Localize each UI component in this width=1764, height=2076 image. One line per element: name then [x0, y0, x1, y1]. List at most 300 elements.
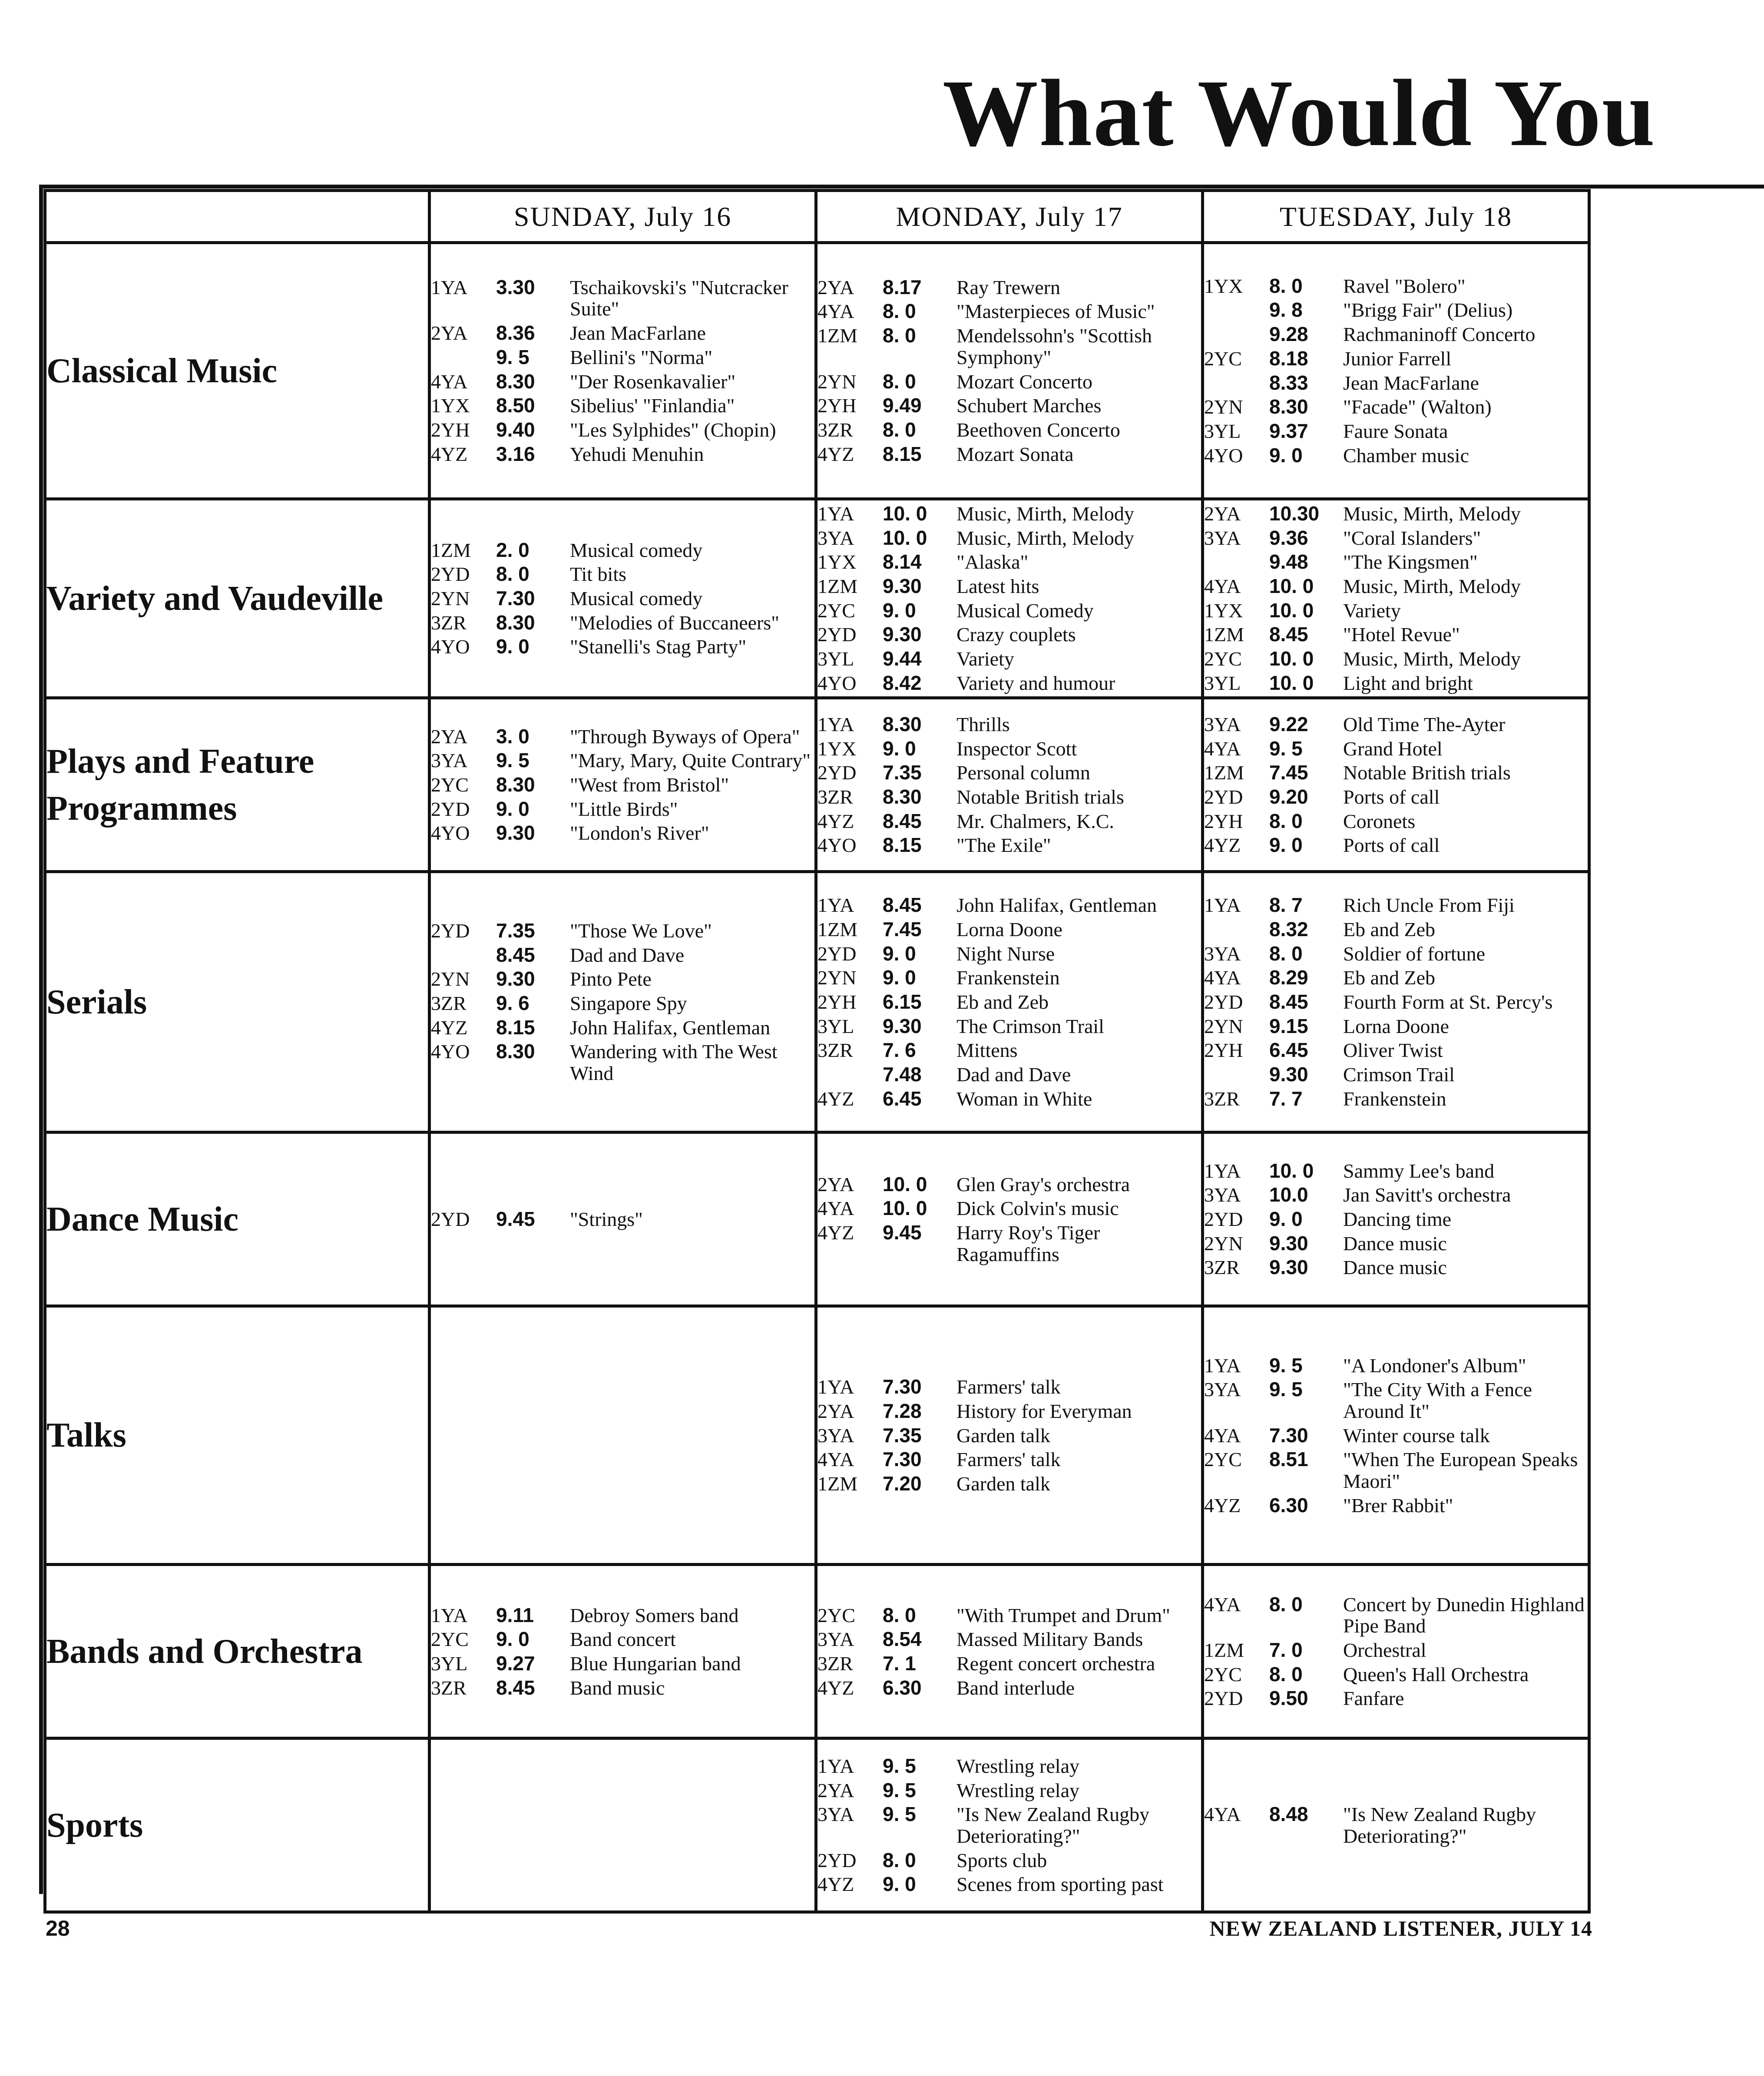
listing-entry [817, 624, 1201, 646]
listing-entry [817, 894, 1201, 916]
programme-title: Mr. Chalmers, K.C. [956, 810, 1114, 832]
station-code: 1YX [1204, 599, 1243, 622]
programme-title: Harry Roy's Tiger Ragamuffins [956, 1221, 1100, 1265]
broadcast-time: 8. 0 [883, 1848, 916, 1871]
station-code: 4YA [817, 1197, 854, 1220]
programme-title: "Masterpieces of Music" [956, 300, 1155, 323]
station-code: 3YA [1204, 713, 1241, 735]
listing-entry [1204, 1664, 1588, 1685]
programme-title: Yehudi Menuhin [570, 443, 704, 465]
schedule-cell-sunday [430, 1738, 816, 1912]
listing-entry [817, 1425, 1201, 1447]
schedule-cell-sunday [430, 1132, 816, 1306]
listing-entry [431, 1653, 814, 1675]
corner-cell [45, 191, 430, 243]
listing-entry [817, 1605, 1201, 1626]
programme-title: The Crimson Trail [956, 1015, 1104, 1037]
broadcast-time: 9.40 [496, 418, 535, 441]
broadcast-time: 7.48 [883, 1063, 922, 1086]
programme-title: Junior Farrell [1343, 347, 1452, 370]
broadcast-time: 8.45 [883, 809, 922, 832]
category-label: Classical Music [45, 243, 430, 499]
cut-off-cell [1589, 698, 1764, 872]
station-code: 1YA [431, 1604, 468, 1626]
broadcast-time: 9. 0 [496, 1628, 530, 1651]
programme-title: "With Trumpet and Drum" [956, 1604, 1170, 1626]
station-code: 1YA [1204, 1159, 1241, 1182]
listing-entry [1204, 1088, 1588, 1110]
broadcast-time: 7.45 [883, 918, 922, 941]
programme-title: Scenes from sporting past [956, 1873, 1164, 1896]
listing-entry [431, 1629, 814, 1650]
programme-title: Wrestling relay [956, 1755, 1079, 1777]
broadcast-time: 9.30 [496, 821, 535, 844]
programme-title: "Der Rosenkavalier" [570, 370, 736, 393]
programme-title: Glen Gray's orchestra [956, 1173, 1130, 1195]
programme-title: Jean MacFarlane [570, 322, 706, 344]
broadcast-time: 7.35 [883, 761, 922, 784]
station-code: 2YH [1204, 810, 1243, 832]
cut-off-cell [1589, 1738, 1764, 1912]
schedule-cell-sunday [430, 872, 816, 1132]
programme-title: Grand Hotel [1343, 737, 1443, 760]
programme-title: Jan Savitt's orchestra [1343, 1184, 1511, 1206]
listing-entry [817, 395, 1201, 417]
programme-title: Sammy Lee's band [1343, 1159, 1495, 1182]
schedule-cell-monday [816, 243, 1203, 499]
broadcast-time: 9.30 [1269, 1063, 1308, 1086]
broadcast-time: 9.30 [883, 623, 922, 646]
station-code: 2YD [817, 1849, 857, 1871]
programme-title: Crazy couplets [956, 623, 1076, 646]
broadcast-time: 9. 0 [883, 737, 916, 760]
broadcast-time: 9. 5 [883, 1803, 916, 1826]
programme-title: Concert by Dunedin Highland Pipe Band [1343, 1593, 1585, 1637]
listing-entry [1204, 1379, 1588, 1422]
programme-title: Coronets [1343, 810, 1416, 832]
programme-title: Light and bright [1343, 672, 1473, 694]
cut-off-cell [1589, 1565, 1764, 1738]
station-code: 2YN [817, 370, 857, 393]
programme-title: Blue Hungarian band [570, 1652, 741, 1675]
broadcast-time: 6.15 [883, 990, 922, 1013]
broadcast-time: 8.15 [883, 442, 922, 465]
broadcast-time: 8. 0 [883, 418, 916, 441]
programme-title: Massed Military Bands [956, 1628, 1143, 1651]
category-label: Bands and Orchestra [45, 1565, 430, 1738]
station-code: 2YN [1204, 1015, 1243, 1037]
programme-title: Regent concert orchestra [956, 1652, 1155, 1675]
programme-title: Night Nurse [956, 942, 1055, 965]
listing-entry [431, 993, 814, 1014]
listing-entry [1204, 324, 1588, 345]
listing-entry [1204, 967, 1588, 989]
station-code: 1YA [817, 894, 854, 917]
listing-entry [1204, 1016, 1588, 1037]
cut-off-cell [1589, 1132, 1764, 1306]
broadcast-time: 8. 0 [883, 370, 916, 393]
programme-title: "Les Sylphides" (Chopin) [570, 418, 776, 441]
broadcast-time: 7.30 [883, 1448, 922, 1471]
programme-title: Variety [956, 648, 1014, 670]
station-code: 3YA [1204, 526, 1241, 549]
category-row [45, 1565, 1764, 1738]
listing-entry [817, 1449, 1201, 1470]
programme-title: Band concert [570, 1628, 676, 1651]
programme-title: Variety and humour [956, 672, 1115, 694]
programme-title: Sibelius' "Finlandia" [570, 394, 735, 417]
programme-title: Beethoven Concerto [956, 418, 1120, 441]
station-code: 1YA [431, 276, 468, 298]
station-code: 2YN [817, 967, 857, 989]
broadcast-time: 9. 5 [1269, 1378, 1303, 1401]
programme-title: Musical Comedy [956, 599, 1094, 622]
broadcast-time: 9. 0 [496, 635, 530, 658]
station-code: 4YO [817, 672, 857, 694]
station-code: 2YA [817, 1173, 854, 1195]
listing-entry [1204, 738, 1588, 760]
listing-entry [431, 371, 814, 393]
schedule-cell-monday [816, 1306, 1203, 1565]
listing-entry [817, 371, 1201, 393]
listing-entry [1204, 672, 1588, 694]
listing-entry [817, 1064, 1201, 1086]
programme-title: Winter course talk [1343, 1424, 1490, 1447]
programme-title: "Strings" [570, 1208, 643, 1231]
programme-title: Rachmaninoff Concerto [1343, 323, 1536, 346]
schedule-cell-sunday [430, 1306, 816, 1565]
schedule-cell-monday [816, 1738, 1203, 1912]
schedule-cell-monday [816, 698, 1203, 872]
broadcast-time: 8.42 [883, 671, 922, 694]
station-code: 4YZ [1204, 1494, 1241, 1516]
station-code: 1YA [1204, 1354, 1241, 1377]
broadcast-time: 9. 5 [883, 1754, 916, 1777]
programme-title: Fanfare [1343, 1687, 1404, 1710]
listing-entry [817, 1874, 1201, 1895]
programme-title: Dad and Dave [956, 1063, 1071, 1086]
programme-title: Debroy Somers band [570, 1604, 739, 1626]
station-code: 2YC [1204, 1448, 1242, 1471]
listing-entry [817, 325, 1201, 368]
listing-entry [1204, 348, 1588, 370]
programme-title: History for Everyman [956, 1400, 1132, 1422]
station-code: 4YA [1204, 575, 1241, 598]
station-code: 3YA [1204, 942, 1241, 965]
listing-entry [817, 419, 1201, 441]
listing-entry [431, 612, 814, 634]
listing-entry [431, 636, 814, 658]
broadcast-time: 10. 0 [883, 1172, 927, 1195]
broadcast-time: 9.20 [1269, 785, 1308, 808]
programme-title: Singapore Spy [570, 992, 687, 1015]
programme-title: Crimson Trail [1343, 1063, 1455, 1086]
station-code: 4YO [431, 636, 470, 658]
listing-entry [1204, 1804, 1588, 1847]
listing-entry [431, 944, 814, 966]
station-code: 2YH [431, 418, 470, 441]
station-code: 4YO [431, 822, 470, 844]
programme-title: Ports of call [1343, 785, 1440, 808]
station-code: 2YD [817, 762, 857, 784]
broadcast-time: 9. 0 [496, 797, 530, 820]
listing-entry [817, 1629, 1201, 1650]
programme-title: Old Time The-Ayter [1343, 713, 1506, 735]
station-code: 2YA [431, 322, 468, 344]
listing-entry [817, 834, 1201, 856]
broadcast-time: 8.51 [1269, 1448, 1308, 1471]
listing-entry [817, 1653, 1201, 1675]
listing-entry [1204, 396, 1588, 418]
station-code: 2YD [431, 563, 470, 586]
listing-entry [1204, 919, 1588, 940]
listing-entry [817, 1850, 1201, 1871]
broadcast-time: 9. 0 [1269, 834, 1303, 857]
broadcast-time: 8. 0 [496, 563, 530, 586]
station-code: 4YZ [817, 1221, 854, 1244]
listing-entry [817, 576, 1201, 597]
broadcast-time: 8. 0 [883, 324, 916, 347]
listing-entry [1204, 762, 1588, 784]
programme-title: Oliver Twist [1343, 1039, 1443, 1062]
programme-grid [43, 189, 1764, 1914]
station-code: 2YA [817, 1400, 854, 1422]
listing-entry [817, 277, 1201, 298]
broadcast-time: 3. 0 [496, 725, 530, 748]
station-code: 1ZM [817, 918, 857, 941]
broadcast-time: 8.45 [496, 943, 535, 966]
station-code: 2YN [1204, 396, 1243, 418]
programme-title: Garden talk [956, 1472, 1050, 1495]
station-code: 3YA [431, 749, 468, 772]
broadcast-time: 8.30 [496, 370, 535, 393]
listing-entry [431, 588, 814, 609]
broadcast-time: 8. 0 [883, 1603, 916, 1626]
programme-title: "Coral Islanders" [1343, 526, 1481, 549]
schedule-cell-monday [816, 1132, 1203, 1306]
day-header-monday: MONDAY, July 17 [816, 191, 1203, 243]
listing-entry [431, 322, 814, 344]
station-code: 3YA [1204, 1184, 1241, 1206]
listing-entry [1204, 1425, 1588, 1447]
station-code: 2YH [817, 394, 857, 417]
programme-title: Wrestling relay [956, 1779, 1079, 1801]
listing-entry [817, 1198, 1201, 1219]
station-code: 2YD [431, 1208, 470, 1231]
station-code: 4YA [1204, 1424, 1241, 1447]
programme-title: Musical comedy [570, 587, 703, 609]
broadcast-time: 8.15 [883, 834, 922, 857]
station-code: 3YL [1204, 672, 1241, 694]
listing-entry [1204, 1257, 1588, 1278]
programme-title: Dance music [1343, 1232, 1447, 1255]
listing-entry [817, 301, 1201, 322]
broadcast-time: 9. 5 [883, 1778, 916, 1801]
cut-off-cell [1589, 1306, 1764, 1565]
listing-entry [1204, 786, 1588, 808]
station-code: 2YD [1204, 991, 1243, 1013]
broadcast-time: 8.14 [883, 550, 922, 573]
schedule-cell-sunday [430, 499, 816, 698]
station-code: 1YA [817, 1376, 854, 1398]
category-row [45, 872, 1764, 1132]
programme-title: Lorna Doone [1343, 1015, 1449, 1037]
station-code: 2YC [1204, 648, 1242, 670]
programme-title: "London's River" [570, 822, 709, 844]
listing-entry [817, 1174, 1201, 1195]
station-code: 4YZ [817, 1087, 854, 1110]
listing-entry [1204, 624, 1588, 646]
schedule-cell-monday [816, 872, 1203, 1132]
category-label: Plays and Feature Programmes [45, 698, 430, 872]
station-code: 4YO [431, 1040, 470, 1063]
broadcast-time: 7.30 [883, 1375, 922, 1398]
listing-entry [1204, 576, 1588, 597]
station-code: 1ZM [1204, 623, 1244, 646]
programme-title: Ravel "Bolero" [1343, 275, 1466, 297]
broadcast-time: 9.45 [883, 1221, 922, 1244]
listing-entry [817, 714, 1201, 735]
broadcast-time: 8.32 [1269, 918, 1308, 941]
broadcast-time: 9. 5 [496, 749, 530, 772]
category-row [45, 698, 1764, 872]
broadcast-time: 8.30 [883, 785, 922, 808]
listing-entry [431, 798, 814, 820]
station-code: 3YL [817, 1015, 854, 1037]
programme-title: Tschaikovski's "Nutcracker Suite" [570, 276, 788, 320]
broadcast-time: 10. 0 [1269, 671, 1314, 694]
broadcast-time: 9. 0 [1269, 1208, 1303, 1231]
station-code: 3ZR [431, 611, 467, 634]
programme-title: Musical comedy [570, 539, 703, 561]
programme-title: Music, Mirth, Melody [956, 503, 1134, 525]
publication-footer: NEW ZEALAND LISTENER, JULY 14 [1209, 1916, 1592, 1940]
listing-entry [817, 967, 1201, 989]
broadcast-time: 10. 0 [883, 502, 927, 525]
listing-entry [817, 786, 1201, 808]
broadcast-time: 7.20 [883, 1472, 922, 1495]
listing-entry [817, 1016, 1201, 1037]
broadcast-time: 8.30 [496, 611, 535, 634]
station-code: 4YZ [817, 443, 854, 465]
broadcast-time: 8.30 [496, 773, 535, 796]
station-code: 3ZR [817, 418, 853, 441]
programme-title: "A Londoner's Album" [1343, 1354, 1526, 1377]
station-code: 2YD [817, 623, 857, 646]
broadcast-time: 9.48 [1269, 550, 1308, 573]
listing-entry [1204, 834, 1588, 856]
station-code: 2YA [1204, 503, 1241, 525]
broadcast-time: 3.16 [496, 442, 535, 465]
category-label: Serials [45, 872, 430, 1132]
station-code: 3YA [1204, 1378, 1241, 1401]
listing-entry [1204, 1495, 1588, 1516]
category-row [45, 1738, 1764, 1912]
broadcast-time: 8.29 [1269, 966, 1308, 989]
station-code: 3YL [1204, 420, 1241, 442]
broadcast-time: 7. 0 [1269, 1639, 1303, 1662]
programme-title: "The City With a Fence Around It" [1343, 1378, 1532, 1422]
programme-title: Music, Mirth, Melody [956, 526, 1134, 549]
broadcast-time: 10. 0 [1269, 647, 1314, 670]
broadcast-time: 9.49 [883, 394, 922, 417]
broadcast-time: 8.45 [496, 1676, 535, 1699]
programme-title: Music, Mirth, Melody [1343, 648, 1521, 670]
programme-title: Faure Sonata [1343, 420, 1448, 442]
programme-title: Band interlude [956, 1676, 1075, 1699]
broadcast-time: 8. 0 [883, 300, 916, 323]
listing-entry [1204, 1233, 1588, 1255]
listing-entry [1204, 991, 1588, 1013]
broadcast-time: 8. 0 [1269, 809, 1303, 832]
broadcast-time: 8.33 [1269, 371, 1308, 394]
broadcast-time: 7.30 [1269, 1424, 1308, 1447]
listing-entry [1204, 811, 1588, 832]
station-code: 4YA [1204, 1803, 1241, 1826]
category-row [45, 1132, 1764, 1306]
programme-title: Personal column [956, 762, 1090, 784]
broadcast-time: 9.50 [1269, 1687, 1308, 1710]
station-code: 1YX [431, 394, 470, 417]
programme-title: Orchestral [1343, 1639, 1426, 1662]
broadcast-time: 10. 0 [1269, 599, 1314, 622]
listing-entry [1204, 299, 1588, 321]
station-code: 3YL [431, 1652, 468, 1675]
listing-entry [817, 1040, 1201, 1061]
broadcast-time: 8. 0 [1269, 1593, 1303, 1616]
broadcast-time: 8.30 [883, 712, 922, 735]
listing-entry [1204, 1184, 1588, 1206]
listing-entry [1204, 648, 1588, 670]
broadcast-time: 8.50 [496, 394, 535, 417]
schedule-cell-tuesday [1203, 872, 1589, 1132]
category-label: Sports [45, 1738, 430, 1912]
listing-entry [431, 1677, 814, 1699]
listing-entry [817, 1222, 1201, 1265]
programme-title: Mittens [956, 1039, 1018, 1062]
programme-title: Dance music [1343, 1256, 1447, 1279]
programme-title: Thrills [956, 713, 1010, 735]
station-code: 1ZM [431, 539, 471, 561]
broadcast-time: 8.45 [883, 894, 922, 917]
broadcast-time: 9.22 [1269, 712, 1308, 735]
broadcast-time: 9. 5 [496, 345, 530, 368]
broadcast-time: 8.54 [883, 1628, 922, 1651]
schedule-cell-sunday [430, 1565, 816, 1738]
day-header-row [45, 191, 1764, 243]
listing-entry [817, 527, 1201, 549]
broadcast-time: 10. 0 [1269, 575, 1314, 598]
broadcast-time: 8.15 [496, 1016, 535, 1039]
programme-title: Lorna Doone [956, 918, 1062, 941]
broadcast-time: 9. 8 [1269, 298, 1303, 321]
station-code: 3ZR [431, 1676, 467, 1699]
broadcast-time: 9. 0 [883, 966, 916, 989]
station-code: 1YA [1204, 894, 1241, 917]
station-code: 2YH [817, 991, 857, 1013]
station-code: 3ZR [817, 1039, 853, 1062]
station-code: 4YA [817, 300, 854, 323]
broadcast-time: 7.35 [496, 919, 535, 942]
listing-entry [431, 563, 814, 585]
listing-entry [1204, 1160, 1588, 1182]
schedule-cell-tuesday [1203, 1565, 1589, 1738]
programme-title: Ray Trewern [956, 276, 1060, 298]
broadcast-time: 10. 0 [883, 1197, 927, 1220]
listing-entry [431, 822, 814, 844]
day-header-sunday: SUNDAY, July 16 [430, 191, 816, 243]
broadcast-time: 8. 0 [1269, 942, 1303, 965]
